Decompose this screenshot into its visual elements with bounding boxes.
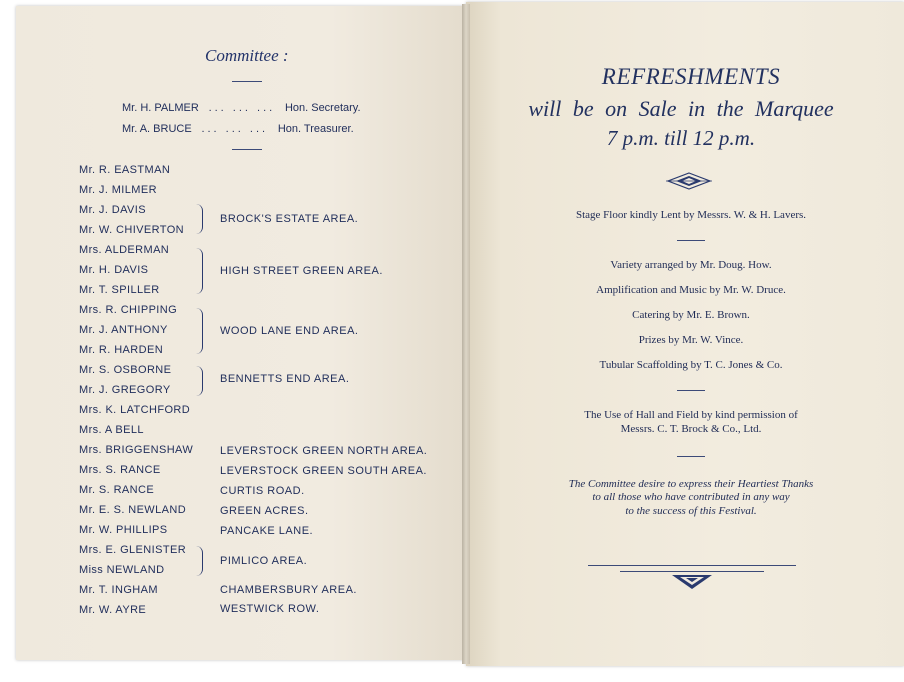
member-name: Mr. H. DAVIS (79, 264, 149, 276)
member-name: Mr. R. HARDEN (79, 344, 164, 356)
divider (677, 240, 705, 241)
credit-line: Catering by Mr. E. Brown. (632, 309, 750, 321)
stage-credit: Stage Floor kindly Lent by Messrs. W. & H. Lavers. (575, 209, 807, 221)
officer-dots: ... ... ... (201, 123, 269, 135)
member-name: Mrs. R. CHIPPING (79, 304, 178, 316)
member-name: Mrs. ALDERMAN (79, 244, 170, 256)
member-name: Mrs. S. RANCE (79, 464, 161, 476)
member-name: Mr. J. GREGORY (79, 384, 171, 396)
refreshments-line: will be on Sale in the Marquee (528, 96, 834, 121)
member-name: Mr. S. RANCE (79, 484, 155, 496)
grouping-brace (196, 204, 203, 234)
area-label: BENNETTS END AREA. (220, 373, 350, 385)
member-name: Mr. W. CHIVERTON (79, 224, 185, 236)
divider (232, 149, 262, 150)
officer-row (122, 123, 354, 135)
area-label: PIMLICO AREA. (220, 555, 308, 567)
credit-line: Tubular Scaffolding by T. C. Jones & Co. (599, 359, 783, 371)
member-name: Mrs. E. GLENISTER (79, 544, 187, 556)
area-label: CHAMBERSBURY AREA. (220, 584, 357, 596)
member-name: Miss NEWLAND (79, 564, 165, 576)
area-label: PANCAKE LANE. (220, 525, 314, 537)
bottom-rule (588, 565, 796, 566)
area-label: HIGH STREET GREEN AREA. (220, 265, 383, 277)
member-name: Mr. R. EASTMAN (79, 164, 171, 176)
area-label: CURTIS ROAD. (220, 485, 305, 497)
member-name: Mrs. A BELL (79, 424, 144, 436)
credit-line: Amplification and Music by Mr. W. Druce. (596, 284, 786, 296)
thanks-line: to all those who have contributed in any way (592, 491, 790, 503)
officer-role: Hon. Treasurer. (277, 123, 354, 135)
member-name: Mr. E. S. NEWLAND (79, 504, 187, 516)
divider (677, 390, 705, 391)
grouping-brace (196, 308, 203, 354)
member-name: Mr. J. ANTHONY (79, 324, 168, 336)
grouping-brace (196, 366, 203, 396)
member-name: Mrs. K. LATCHFORD (79, 404, 191, 416)
member-name: Mrs. BRIGGENSHAW (79, 444, 194, 456)
area-label: LEVERSTOCK GREEN NORTH AREA. (220, 445, 428, 457)
member-name: Mr. T. INGHAM (79, 584, 158, 596)
diamond-ornament-icon (666, 172, 712, 190)
hall-permission-company: Messrs. C. T. Brock & Co., Ltd. (620, 423, 762, 435)
member-name: Mr. S. OSBORNE (79, 364, 172, 376)
officer-row (122, 102, 361, 114)
member-name: Mr. J. MILMER (79, 184, 157, 196)
hall-permission: The Use of Hall and Field by kind permission of (584, 409, 798, 421)
thanks-line: to the success of this Festival. (625, 505, 757, 517)
member-name: Mr. W. AYRE (79, 604, 147, 616)
divider (677, 456, 705, 457)
member-name: Mr. W. PHILLIPS (79, 524, 168, 536)
officer-name: Mr. H. PALMER (122, 102, 199, 114)
bottom-rule (620, 571, 764, 572)
refreshments-times: 7 p.m. till 12 p.m. (606, 126, 756, 150)
member-name: Mr. T. SPILLER (79, 284, 160, 296)
member-name: Mr. J. DAVIS (79, 204, 146, 216)
area-label: LEVERSTOCK GREEN SOUTH AREA. (220, 465, 427, 477)
grouping-brace (196, 546, 203, 576)
committee-title: Committee : (205, 46, 289, 65)
credit-line: Variety arranged by Mr. Doug. How. (610, 259, 772, 271)
grouping-brace (196, 248, 203, 294)
area-label: WOOD LANE END AREA. (220, 325, 359, 337)
thanks-line: The Committee desire to express their Heartiest Thanks (568, 478, 814, 490)
credit-line: Prizes by Mr. W. Vince. (638, 334, 744, 346)
refreshments-heading: REFRESHMENTS (601, 64, 781, 89)
officer-name: Mr. A. BRUCE (122, 123, 192, 135)
officer-role: Hon. Secretary. (284, 102, 361, 114)
area-label: GREEN ACRES. (220, 505, 309, 517)
area-label: BROCK'S ESTATE AREA. (220, 213, 359, 225)
divider (232, 81, 262, 82)
area-label: WESTWICK ROW. (220, 603, 320, 615)
chevron-ornament-icon (670, 574, 714, 590)
officer-dots: ... ... ... (208, 102, 276, 114)
